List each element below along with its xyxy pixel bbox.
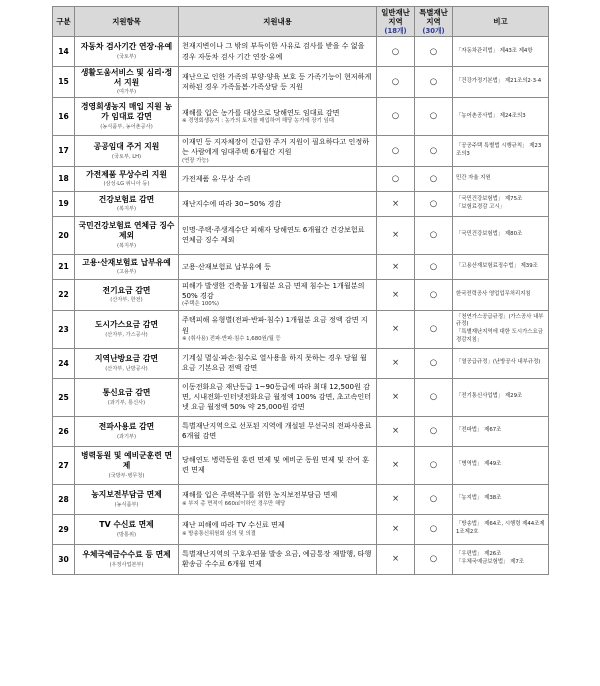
support-item-title: 전기요금 감면: [102, 285, 151, 295]
table-row: [53, 544, 549, 574]
remark-legal-basis: 한국전력공사 영업업무처리지침: [453, 279, 549, 310]
special-disaster-mark: ○: [415, 191, 453, 216]
remark-legal-basis: 「열공급규정」(난방공사 내부규정): [453, 348, 549, 378]
special-disaster-mark: ○: [415, 514, 453, 544]
remark-legal-basis: 「천연가스공급규정」(가스공사 내부규정) 「특별재난지역에 대한 도시가스요금 경감지침」: [453, 310, 549, 348]
support-content-note: (주택은 100%): [182, 301, 219, 308]
support-item: [75, 37, 179, 67]
remark-legal-basis: 「국민건강보험법」 제75조 「보험료경감 고시」: [453, 191, 549, 216]
support-content-text: 재난지수에 따라 30~50% 경감: [182, 198, 282, 208]
support-item: [75, 446, 179, 484]
support-item-agency: (산자부, 한전): [110, 297, 143, 304]
general-disaster-mark: ○: [377, 67, 415, 98]
table-row: [53, 166, 549, 191]
table-row: [53, 135, 549, 166]
table-row: [53, 254, 549, 279]
support-item: [75, 279, 179, 310]
support-item-agency: (농식품부): [114, 501, 139, 508]
support-item-title: 우체국예금수수료 등 면제: [82, 550, 171, 560]
remark-legal-basis: 「병역법」 제49조: [453, 446, 549, 484]
general-disaster-mark: ×: [377, 378, 415, 416]
support-content: [179, 254, 377, 279]
support-content-text: 고용·산재보험료 납부유예 등: [182, 261, 271, 271]
support-item: [75, 191, 179, 216]
support-content: [179, 348, 377, 378]
special-disaster-mark: ○: [415, 416, 453, 446]
support-item: [75, 514, 179, 544]
table-row: [53, 97, 549, 135]
remark-legal-basis: 「전파법」 제67조: [453, 416, 549, 446]
support-content-text: 재해를 입은 주택복구를 위한 농지보전부담금 면제: [182, 490, 338, 500]
support-item-title: 병력동원 및 예비군훈련 면제: [81, 451, 172, 470]
remark-legal-basis: 민간 자율 지원: [453, 166, 549, 191]
support-item-title: 고용·산재보험료 납부유예: [82, 257, 171, 267]
header-item: 지원항목: [75, 7, 179, 37]
remark-legal-basis: 「자동차관리법」 제43조 제4항: [453, 37, 549, 67]
general-disaster-mark: ○: [377, 135, 415, 166]
row-number: 20: [53, 216, 75, 254]
table-row: [53, 191, 549, 216]
header-content: 지원내용: [179, 7, 377, 37]
table-row: [53, 310, 549, 348]
support-item-agency: (복지부): [116, 242, 137, 249]
general-disaster-mark: ×: [377, 279, 415, 310]
general-disaster-mark: ×: [377, 191, 415, 216]
row-number: 19: [53, 191, 75, 216]
support-item-title: 농지보전부담금 면제: [91, 490, 162, 500]
support-item: [75, 216, 179, 254]
support-content: [179, 514, 377, 544]
general-disaster-mark: ○: [377, 166, 415, 191]
support-content: [179, 97, 377, 135]
support-content: [179, 446, 377, 484]
support-item-agency: (국방부·병무청): [108, 472, 145, 479]
support-content: [179, 544, 377, 574]
support-content-text: 이동전화요금 재난등급 1~90등급에 따라 최대 12,500원 감면, 시내전화·인터넷전화요금 월정액 100% 감면, 초고속인터넷 요금 월정액 50% 약 25,000원 감면: [182, 381, 372, 412]
support-item: [75, 254, 179, 279]
support-content: [179, 216, 377, 254]
support-content-text: 당해연도 병력동원 훈련 면제 및 예비군 동원 면제 및 잔여 훈련 면제: [182, 454, 370, 475]
row-number: 16: [53, 97, 75, 135]
row-number: 18: [53, 166, 75, 191]
row-number: 17: [53, 135, 75, 166]
general-disaster-mark: ○: [377, 97, 415, 135]
support-content-text: 인명·주택·주생계수단 피해자 당해연도 6개월간 건강보험료 연체금 징수 제외: [182, 225, 365, 245]
support-item-title: 건강보험료 감면: [98, 194, 155, 204]
remark-legal-basis: 「국민건강보험법」 제80조: [453, 216, 549, 254]
header-special-count: (30개): [422, 26, 445, 35]
support-item: [75, 544, 179, 574]
support-item-agency: (여가부): [116, 89, 137, 96]
support-item: [75, 348, 179, 378]
support-content-text: 피해가 발생한 건축물 1개월분 요금 면제 침수는 1개월분의 50% 경감: [182, 280, 365, 301]
support-content-text: 가전제품 유·무상 수리: [182, 173, 251, 183]
support-item-agency: (과기부): [116, 433, 137, 440]
special-disaster-mark: ○: [415, 348, 453, 378]
support-item-title: 통신요금 감면: [102, 388, 151, 398]
remark-legal-basis: 「농지법」 제38조: [453, 484, 549, 514]
row-number: 21: [53, 254, 75, 279]
support-content: [179, 310, 377, 348]
header-no: 구분: [53, 7, 75, 37]
support-content-text: 특별재난지역으로 선포된 지역에 개설된 무선국의 전파사용료 6개월 감면: [182, 420, 372, 441]
special-disaster-mark: ○: [415, 279, 453, 310]
support-content-note: (연장 가능): [182, 157, 209, 164]
support-item-agency: (국토부, LH): [111, 153, 142, 160]
row-number: 28: [53, 484, 75, 514]
support-item: [75, 166, 179, 191]
support-content-text: 기계실 멸실·파손·침수로 열사용을 하지 못하는 경우 당월 월요금 기본요금 전액 감면: [182, 352, 367, 373]
support-content-note: ※ 부지 총 면적이 660㎡이하인 경우만 해당: [182, 500, 286, 507]
support-content: [179, 279, 377, 310]
support-item: [75, 416, 179, 446]
support-item-agency: (농식품부, 농어촌공사): [100, 123, 153, 130]
general-disaster-mark: ×: [377, 348, 415, 378]
support-content: [179, 191, 377, 216]
support-content-text: 이재민 등 지자체장이 긴급한 주거 지원이 필요하다고 인정하는 사람에게 임대주택 6개월간 지원: [182, 136, 370, 157]
special-disaster-mark: ○: [415, 310, 453, 348]
special-disaster-mark: ○: [415, 254, 453, 279]
support-item-title: 자동차 검사기간 연장·유예: [80, 42, 173, 52]
support-item-agency: (과기부, 통신사): [107, 399, 146, 406]
support-content-text: 재해를 입은 농가를 대상으로 당해연도 임대료 감면: [182, 107, 340, 117]
special-disaster-mark: ○: [415, 544, 453, 574]
row-number: 14: [53, 37, 75, 67]
support-content-text: 주택피해 유형별(전파·반파·침수) 1개월분 요금 정액 감면 지원: [182, 315, 368, 335]
support-content-text: 재난으로 인한 가족의 부양·양육 보호 등 가족기능이 현저하게 저하된 경우 가족돌봄·가족상담 등 지원: [182, 71, 372, 91]
general-disaster-mark: ×: [377, 514, 415, 544]
remark-legal-basis: 「방송법」 제64조, 시행령 제44조제1조제2호: [453, 514, 549, 544]
support-item: [75, 378, 179, 416]
support-content-note: ※ (취사용) 전파·반파·침수 1,680원/월 등: [182, 335, 281, 342]
table-header-row: [53, 7, 549, 37]
remark-legal-basis: 「우편법」 제26조 「우체국예금보험법」 제7조: [453, 544, 549, 574]
support-item-agency: (산자부, 가스공사): [105, 331, 148, 338]
table-row: [53, 67, 549, 98]
header-special-title: 특별재난지역: [419, 8, 448, 27]
header-general-title: 일반재난지역: [381, 8, 410, 27]
general-disaster-mark: ×: [377, 216, 415, 254]
support-item-title: 가전제품 무상수리 지원: [86, 169, 167, 179]
general-disaster-mark: ×: [377, 544, 415, 574]
table-row: [53, 216, 549, 254]
support-item-agency: (고용부): [116, 269, 137, 276]
support-item-agency: (방통위): [116, 531, 137, 538]
support-item-title: 생활도움서비스 및 심리·정서 지원: [80, 68, 173, 87]
support-table: [52, 6, 549, 575]
support-item: [75, 310, 179, 348]
header-remark: 비고: [453, 7, 549, 37]
support-item-agency: (복지부): [116, 206, 137, 213]
remark-legal-basis: 「전기통신사업법」 제29조: [453, 378, 549, 416]
support-table-container: [52, 6, 548, 575]
support-item: [75, 484, 179, 514]
support-item: [75, 135, 179, 166]
header-general-count: (18개): [384, 26, 407, 35]
table-row: [53, 37, 549, 67]
special-disaster-mark: ○: [415, 446, 453, 484]
general-disaster-mark: ×: [377, 416, 415, 446]
row-number: 25: [53, 378, 75, 416]
row-number: 22: [53, 279, 75, 310]
support-content: [179, 484, 377, 514]
support-content: [179, 166, 377, 191]
remark-legal-basis: 「농어촌공사법」 제24조의3: [453, 97, 549, 135]
table-row: [53, 484, 549, 514]
special-disaster-mark: ○: [415, 378, 453, 416]
row-number: 26: [53, 416, 75, 446]
row-number: 15: [53, 67, 75, 98]
header-special-disaster: [415, 7, 453, 37]
support-item-title: 공공임대 주거 지원: [93, 141, 160, 151]
support-content: [179, 135, 377, 166]
general-disaster-mark: ×: [377, 446, 415, 484]
support-content-note: ※ 방송통신위원회 심의 및 의결: [182, 530, 256, 537]
table-row: [53, 446, 549, 484]
table-row: [53, 416, 549, 446]
general-disaster-mark: ×: [377, 484, 415, 514]
support-item-title: TV 수신료 면제: [99, 520, 154, 530]
special-disaster-mark: ○: [415, 216, 453, 254]
special-disaster-mark: ○: [415, 37, 453, 67]
support-content-text: 특별재난지역의 구호우편물 발송 요금, 예금통장 재발행, 타행환송금 수수료 6개월 면제: [182, 548, 372, 569]
header-general-disaster: [377, 7, 415, 37]
general-disaster-mark: ×: [377, 310, 415, 348]
table-row: [53, 514, 549, 544]
remark-legal-basis: 「건강가정기본법」 제21조의2·3·4: [453, 67, 549, 98]
table-row: [53, 348, 549, 378]
support-item-title: 지역난방요금 감면: [95, 354, 158, 364]
support-content: [179, 416, 377, 446]
special-disaster-mark: ○: [415, 166, 453, 191]
support-item-agency: (삼성·LG 위니아 등): [103, 181, 150, 188]
remark-legal-basis: 「고용산재보험료징수법」 제39조: [453, 254, 549, 279]
general-disaster-mark: ○: [377, 37, 415, 67]
remark-legal-basis: 「공공주택 특별법 시행규칙」 제23조의3: [453, 135, 549, 166]
special-disaster-mark: ○: [415, 97, 453, 135]
row-number: 27: [53, 446, 75, 484]
support-content: [179, 378, 377, 416]
special-disaster-mark: ○: [415, 67, 453, 98]
special-disaster-mark: ○: [415, 135, 453, 166]
support-item-agency: (산자부, 난방공사): [105, 365, 148, 372]
row-number: 24: [53, 348, 75, 378]
support-item: [75, 97, 179, 135]
row-number: 29: [53, 514, 75, 544]
table-row: [53, 378, 549, 416]
support-content: [179, 67, 377, 98]
row-number: 30: [53, 544, 75, 574]
support-item-title: 전파사용료 감면: [98, 422, 155, 432]
support-item-agency: (우정사업본부): [109, 561, 144, 568]
table-row: [53, 279, 549, 310]
support-content-text: 천재지변이나 그 밖의 부득이한 사유로 검사를 받을 수 없을 경우 자동차 검사 기간 연장·유예: [182, 41, 365, 61]
support-item-title: 경영회생농지 매입 지원 농가 임대료 감면: [81, 102, 172, 122]
support-content: [179, 37, 377, 67]
general-disaster-mark: ×: [377, 254, 415, 279]
support-item-agency: (국토부): [116, 54, 137, 61]
special-disaster-mark: ○: [415, 484, 453, 514]
support-item-title: 국민건강보험료 연체금 징수 제외: [78, 221, 175, 241]
support-item-title: 도시가스요금 감면: [95, 320, 158, 330]
support-content-text: 재난 피해에 따라 TV 수신료 면제: [182, 520, 285, 530]
support-item: [75, 67, 179, 98]
row-number: 23: [53, 310, 75, 348]
support-content-note: ※ 경영회생농지 : 농가의 토지를 매입하여 해당 농가에 장기 임대: [182, 117, 334, 124]
